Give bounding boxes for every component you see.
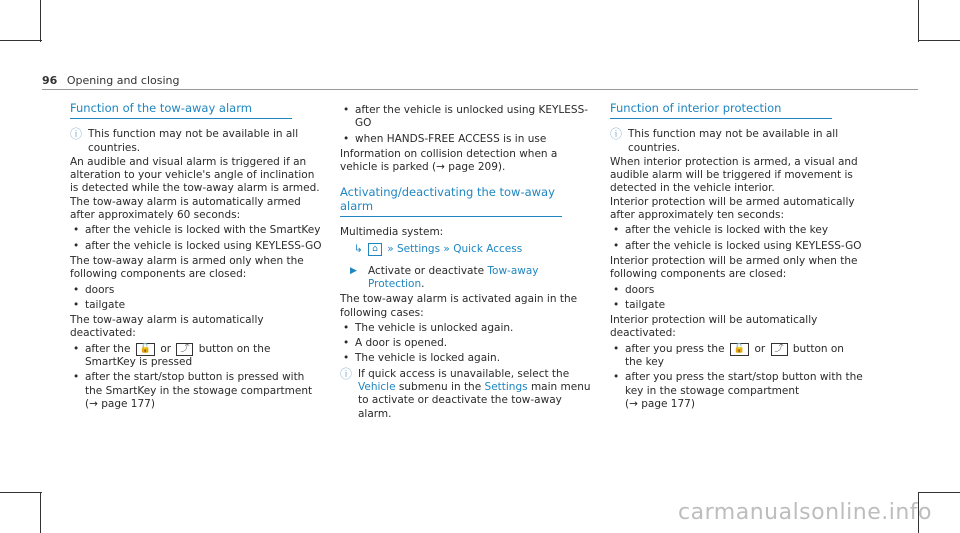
paragraph: The tow-away alarm is armed only when the following components are closed:: [70, 254, 304, 281]
step-triangle-icon: ▶: [350, 265, 357, 276]
section-heading: Activating/deactivating the tow-away alarm: [340, 186, 562, 217]
list-item: • after the start/stop button is pressed with the SmartKey in the stowage compartment (→ page 177): [73, 371, 313, 410]
page-title: Opening and closing: [66, 74, 180, 87]
instruction-step: ▶ Activate or deactivate Tow-away Protection.: [350, 264, 539, 290]
info-note: ⓘ This function may not be available in all countries.: [70, 127, 299, 154]
list-item: • after the vehicle is locked with the SmartKey: [73, 224, 321, 237]
paragraph: An audible and visual alarm is triggered if an alteration to your vehicle's angle of inclination is detected while the tow-away alarm is armed.: [70, 155, 320, 195]
paragraph: Multimedia system:: [340, 226, 444, 239]
list-item: • The vehicle is locked again.: [343, 352, 501, 365]
trunk-key-icon: ⤴: [176, 343, 193, 356]
list-item: • after the vehicle is locked using KEYLESS-GO: [73, 239, 322, 252]
home-icon: ⌂: [368, 243, 382, 256]
list-item: • after the vehicle is locked with the key: [613, 224, 829, 237]
crop-mark: [918, 40, 960, 41]
info-icon: ⓘ: [610, 127, 623, 142]
page-reference: (→ page 177): [625, 397, 695, 410]
crop-mark: [0, 40, 42, 41]
section-heading: Function of interior protection: [610, 102, 832, 119]
crop-mark: [918, 492, 960, 493]
menu-item-settings: Settings: [484, 381, 528, 394]
menu-item-quick-access: Quick Access: [453, 243, 523, 256]
menu-path: [340, 243, 594, 256]
menu-item-tow-away-protection: Tow-away Protection: [368, 264, 539, 290]
menu-item-settings: Settings: [397, 243, 441, 256]
list-item: • tailgate: [73, 298, 126, 311]
paragraph: The tow-away alarm is automatically armed after approximately 60 seconds:: [70, 195, 301, 222]
list-item: • after the vehicle is locked using KEYLESS-GO: [613, 239, 862, 252]
watermark: carmanualsonline.info: [678, 500, 932, 525]
paragraph: Information on collision detection when a vehicle is parked (→ page 209).: [340, 147, 558, 174]
list-item: • after the 🔓 or ⤴ button on the SmartKey is pressed: [73, 342, 271, 369]
unlock-key-icon: 🔓: [136, 343, 155, 356]
unlock-key-icon: 🔓: [730, 343, 749, 356]
chevron-right-icon: »: [387, 243, 394, 256]
page-header: [42, 74, 179, 87]
column-1: [70, 102, 324, 413]
section-heading: Function of the tow-away alarm: [70, 102, 292, 119]
crop-mark: [40, 0, 41, 42]
paragraph: Interior protection will be armed only when the following components are closed:: [610, 254, 858, 281]
crop-mark: [40, 492, 41, 533]
list-item: • doors: [73, 283, 115, 296]
list-item: • after you press the 🔓 or ⤴ button on the key: [613, 342, 844, 369]
column-2: [340, 102, 594, 422]
paragraph: Interior protection will be automatically deactivated:: [610, 314, 818, 340]
paragraph: When interior protection is armed, a visual and audible alarm will be triggered if movement is detected in the vehicle interior.: [610, 155, 858, 195]
page-number: 96: [42, 74, 58, 87]
info-note: ⓘ If quick access is unavailable, select the Vehicle submenu in the Settings main menu to activate or deactivate the tow-away alarm.: [340, 366, 591, 420]
header-divider: [42, 89, 918, 90]
list-item: • doors: [613, 283, 655, 296]
list-item: • The vehicle is unlocked again.: [343, 321, 514, 334]
list-item: • tailgate: [613, 298, 666, 311]
list-item: • after the vehicle is unlocked using KEYLESS-GO: [343, 104, 589, 130]
info-icon: ⓘ: [70, 127, 83, 142]
chevron-right-icon: »: [443, 243, 450, 256]
info-icon: ⓘ: [340, 366, 353, 381]
crop-mark: [918, 0, 919, 42]
list-item: • after you press the start/stop button with the key in the stowage compartment (→ page 177): [613, 371, 863, 410]
paragraph: Interior protection will be armed automatically after approximately ten seconds:: [610, 195, 855, 222]
paragraph: The tow-away alarm is automatically deactivated:: [70, 314, 264, 340]
arrow-return-icon: ↳: [354, 243, 363, 256]
list-item: • A door is opened.: [343, 337, 448, 350]
column-3: [610, 102, 864, 413]
menu-item-vehicle: Vehicle: [358, 381, 396, 394]
page-reference: (→ page 177): [85, 397, 155, 410]
crop-mark: [0, 492, 42, 493]
info-note: ⓘ This function may not be available in all countries.: [610, 127, 839, 154]
list-item: • when HANDS-FREE ACCESS is in use: [343, 132, 547, 145]
trunk-key-icon: ⤴: [771, 343, 788, 356]
paragraph: The tow-away alarm is activated again in the following cases:: [340, 293, 578, 319]
